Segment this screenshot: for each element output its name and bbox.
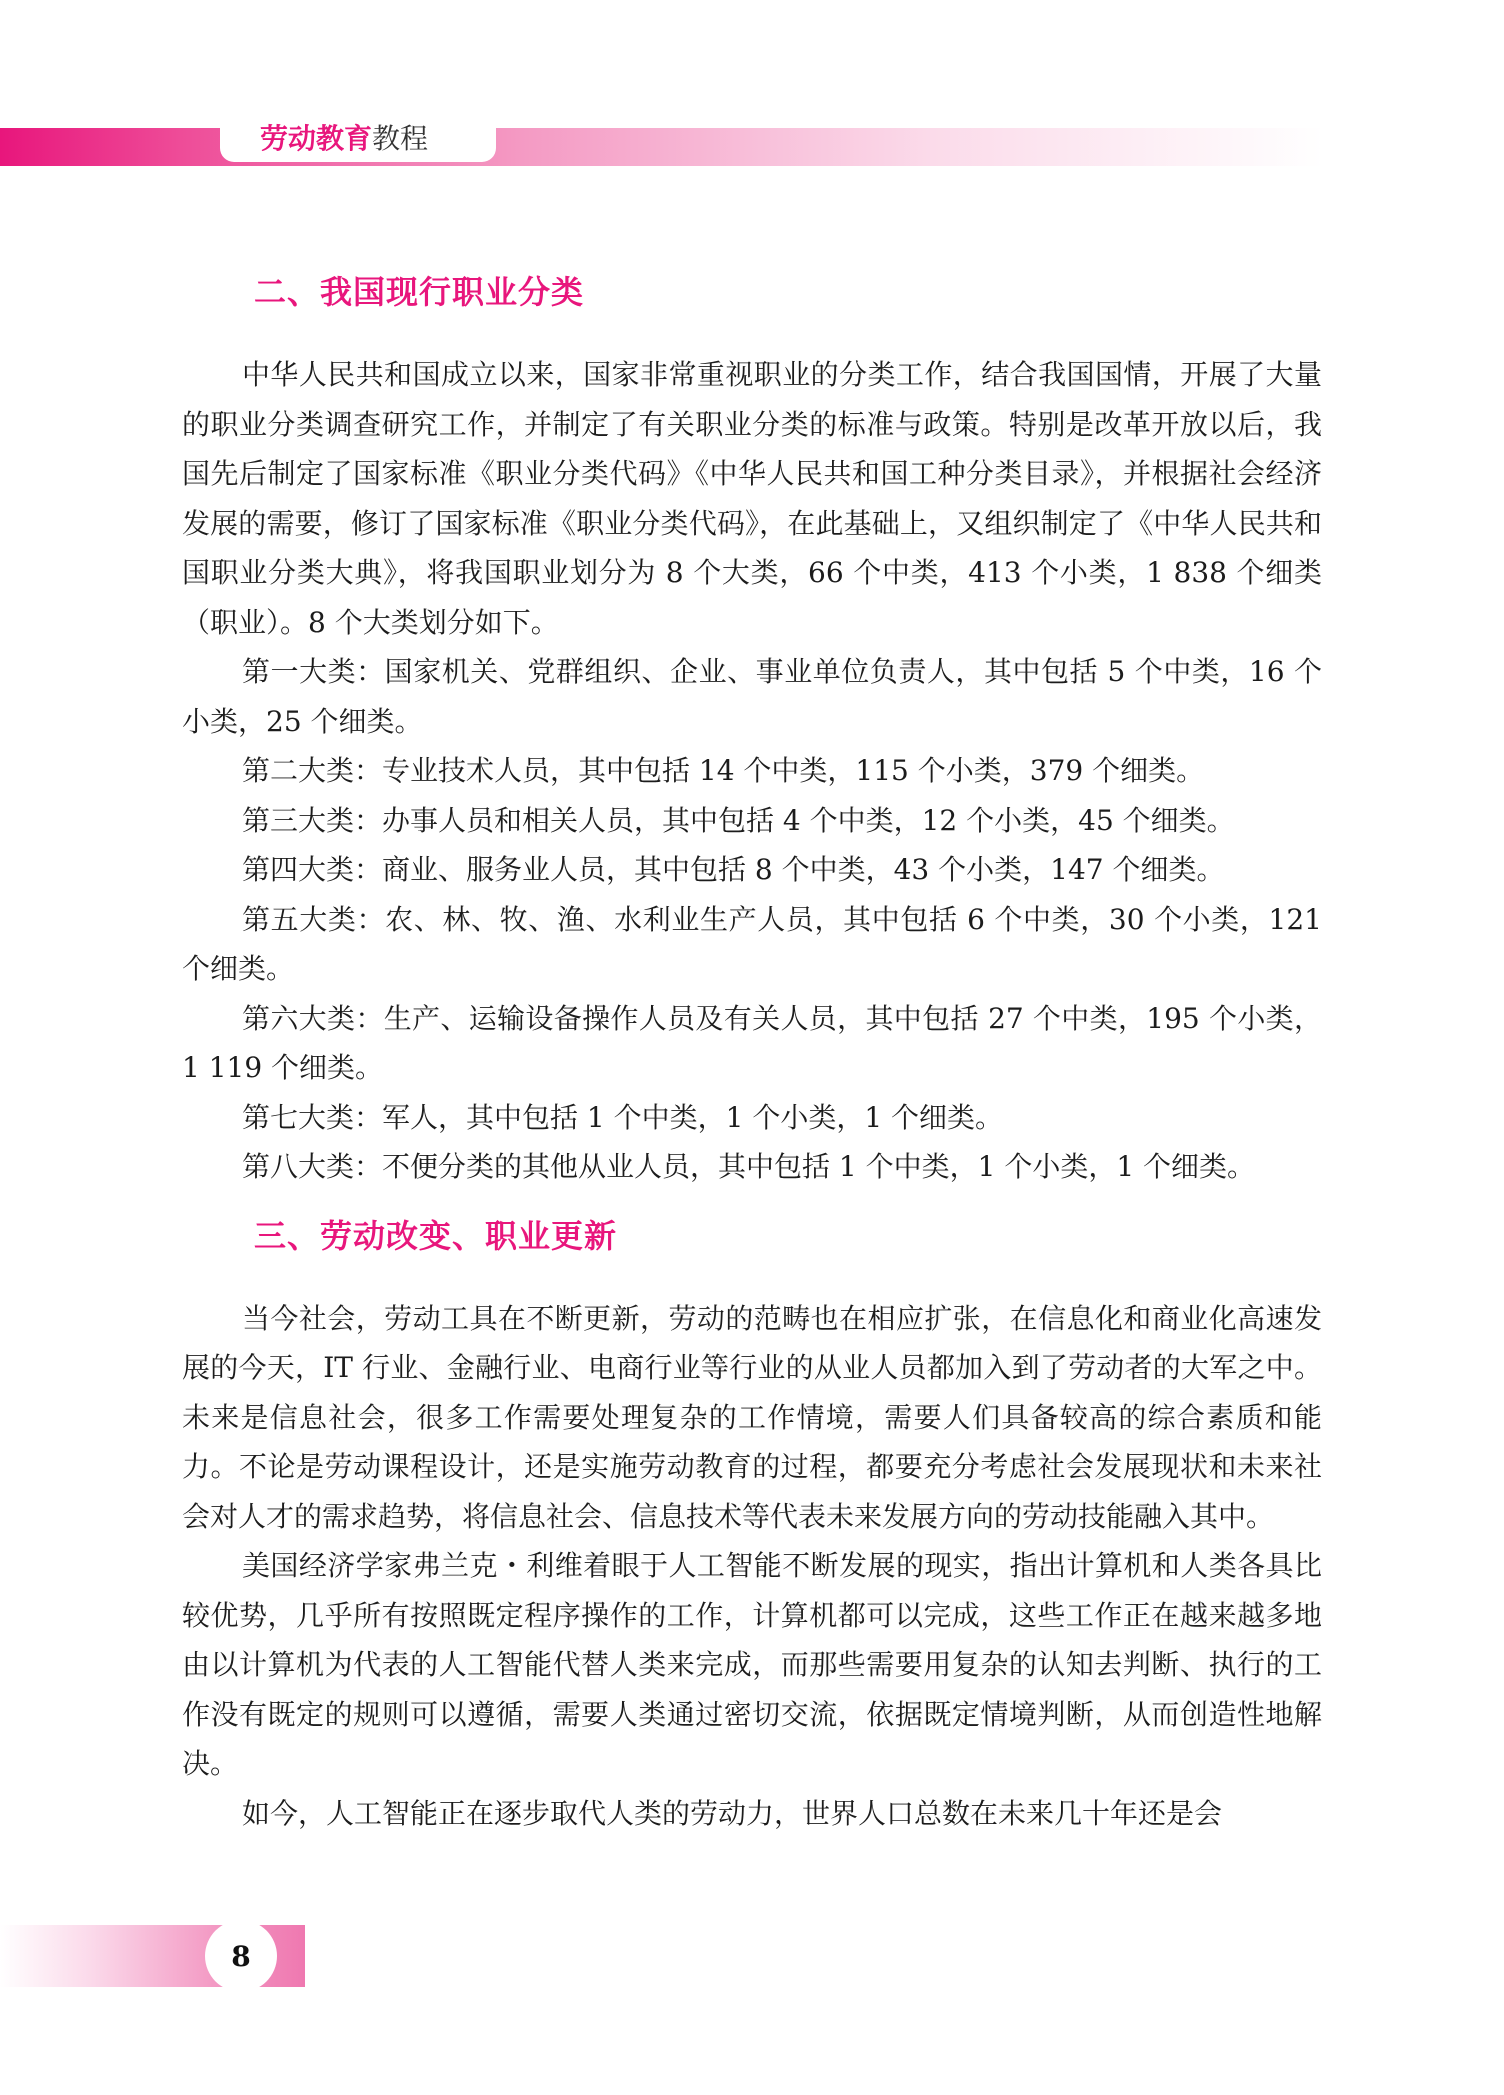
paragraph: 第三大类：办事人员和相关人员，其中包括 4 个中类，12 个小类，45 个细类。 — [242, 803, 1235, 837]
page-content — [182, 232, 1322, 1838]
paragraph: 第一大类：国家机关、党群组织、企业、事业单位负责人，其中包括 5 个中类，16 个小类，25 个细类。 — [182, 655, 1322, 738]
paragraph: 第五大类：农、林、牧、渔、水利业生产人员，其中包括 6 个中类，30 个小类，121 个细类。 — [182, 902, 1322, 985]
section-title: 三、劳动改变、职业更新 — [254, 1216, 618, 1255]
running-header — [220, 112, 496, 162]
paragraph: 第四大类：商业、服务业人员，其中包括 8 个中类，43 个小类，147 个细类。 — [242, 853, 1225, 886]
paragraph: 第六大类：生产、运输设备操作人员及有关人员，其中包括 27 个中类，195 个小类，1 119 个细类。 — [182, 1001, 1322, 1084]
paragraph: 中华人民共和国成立以来，国家非常重视职业的分类工作，结合我国国情，开展了大量的职业分类调查研究工作，并制定了有关职业分类的标准与政策。特别是改革开放以后，我国先后制定了国家标准《职业分类代码》《中华人民共和国工种分类目录》，并根据社会经济发展的需要，修订了国家标准《职业分类代码》，在此基础上，又组织制定了《中华人民共和国职业分类大典》，将我国职业划分为 8 个大类，66 个中类，413 个小类，1 838 个细类（职业）。8 个大类划分如下。 — [182, 358, 1322, 639]
paragraph: 如今，人工智能正在逐步取代人类的劳动力，世界人口总数在未来几十年还是会 — [242, 1796, 1223, 1830]
paragraph: 当今社会，劳动工具在不断更新，劳动的范畴也在相应扩张，在信息化和商业化高速发展的今天，IT 行业、金融行业、电商行业等行业的从业人员都加入到了劳动者的大军之中。未来是信息社会，很多工作需要处理复杂的工作情境，需要人们具备较高的综合素质和能力。不论是劳动课程设计，还是实施劳动教育的过程，都要充分考虑社会发展现状和未来社会对人才的需求趋势，将信息社会、信息技术等代表未来发展方向的劳动技能融入其中。 — [182, 1301, 1322, 1533]
paragraph: 第二大类：专业技术人员，其中包括 14 个中类，115 个小类，379 个细类。 — [242, 754, 1205, 787]
page-number: 8 — [205, 1920, 277, 1992]
header-title-highlight: 劳动教育 — [260, 122, 373, 155]
paragraph: 第八大类：不便分类的其他从业人员，其中包括 1 个中类，1 个小类，1 个细类。 — [242, 1150, 1256, 1183]
paragraph: 美国经济学家弗兰克・利维着眼于人工智能不断发展的现实，指出计算机和人类各具比较优势，几乎所有按照既定程序操作的工作，计算机都可以完成，这些工作正在越来越多地由以计算机为代表的人工智能代替人类来完成，而那些需要用复杂的认知去判断、执行的工作没有既定的规则可以遵循，需要人类通过密切交流，依据既定情境判断，从而创造性地解决。 — [182, 1549, 1322, 1780]
section-title: 二、我国现行职业分类 — [254, 273, 585, 311]
paragraph: 第七大类：军人，其中包括 1 个中类，1 个小类，1 个细类。 — [242, 1100, 1004, 1134]
header-title-rest: 教程 — [372, 122, 429, 155]
